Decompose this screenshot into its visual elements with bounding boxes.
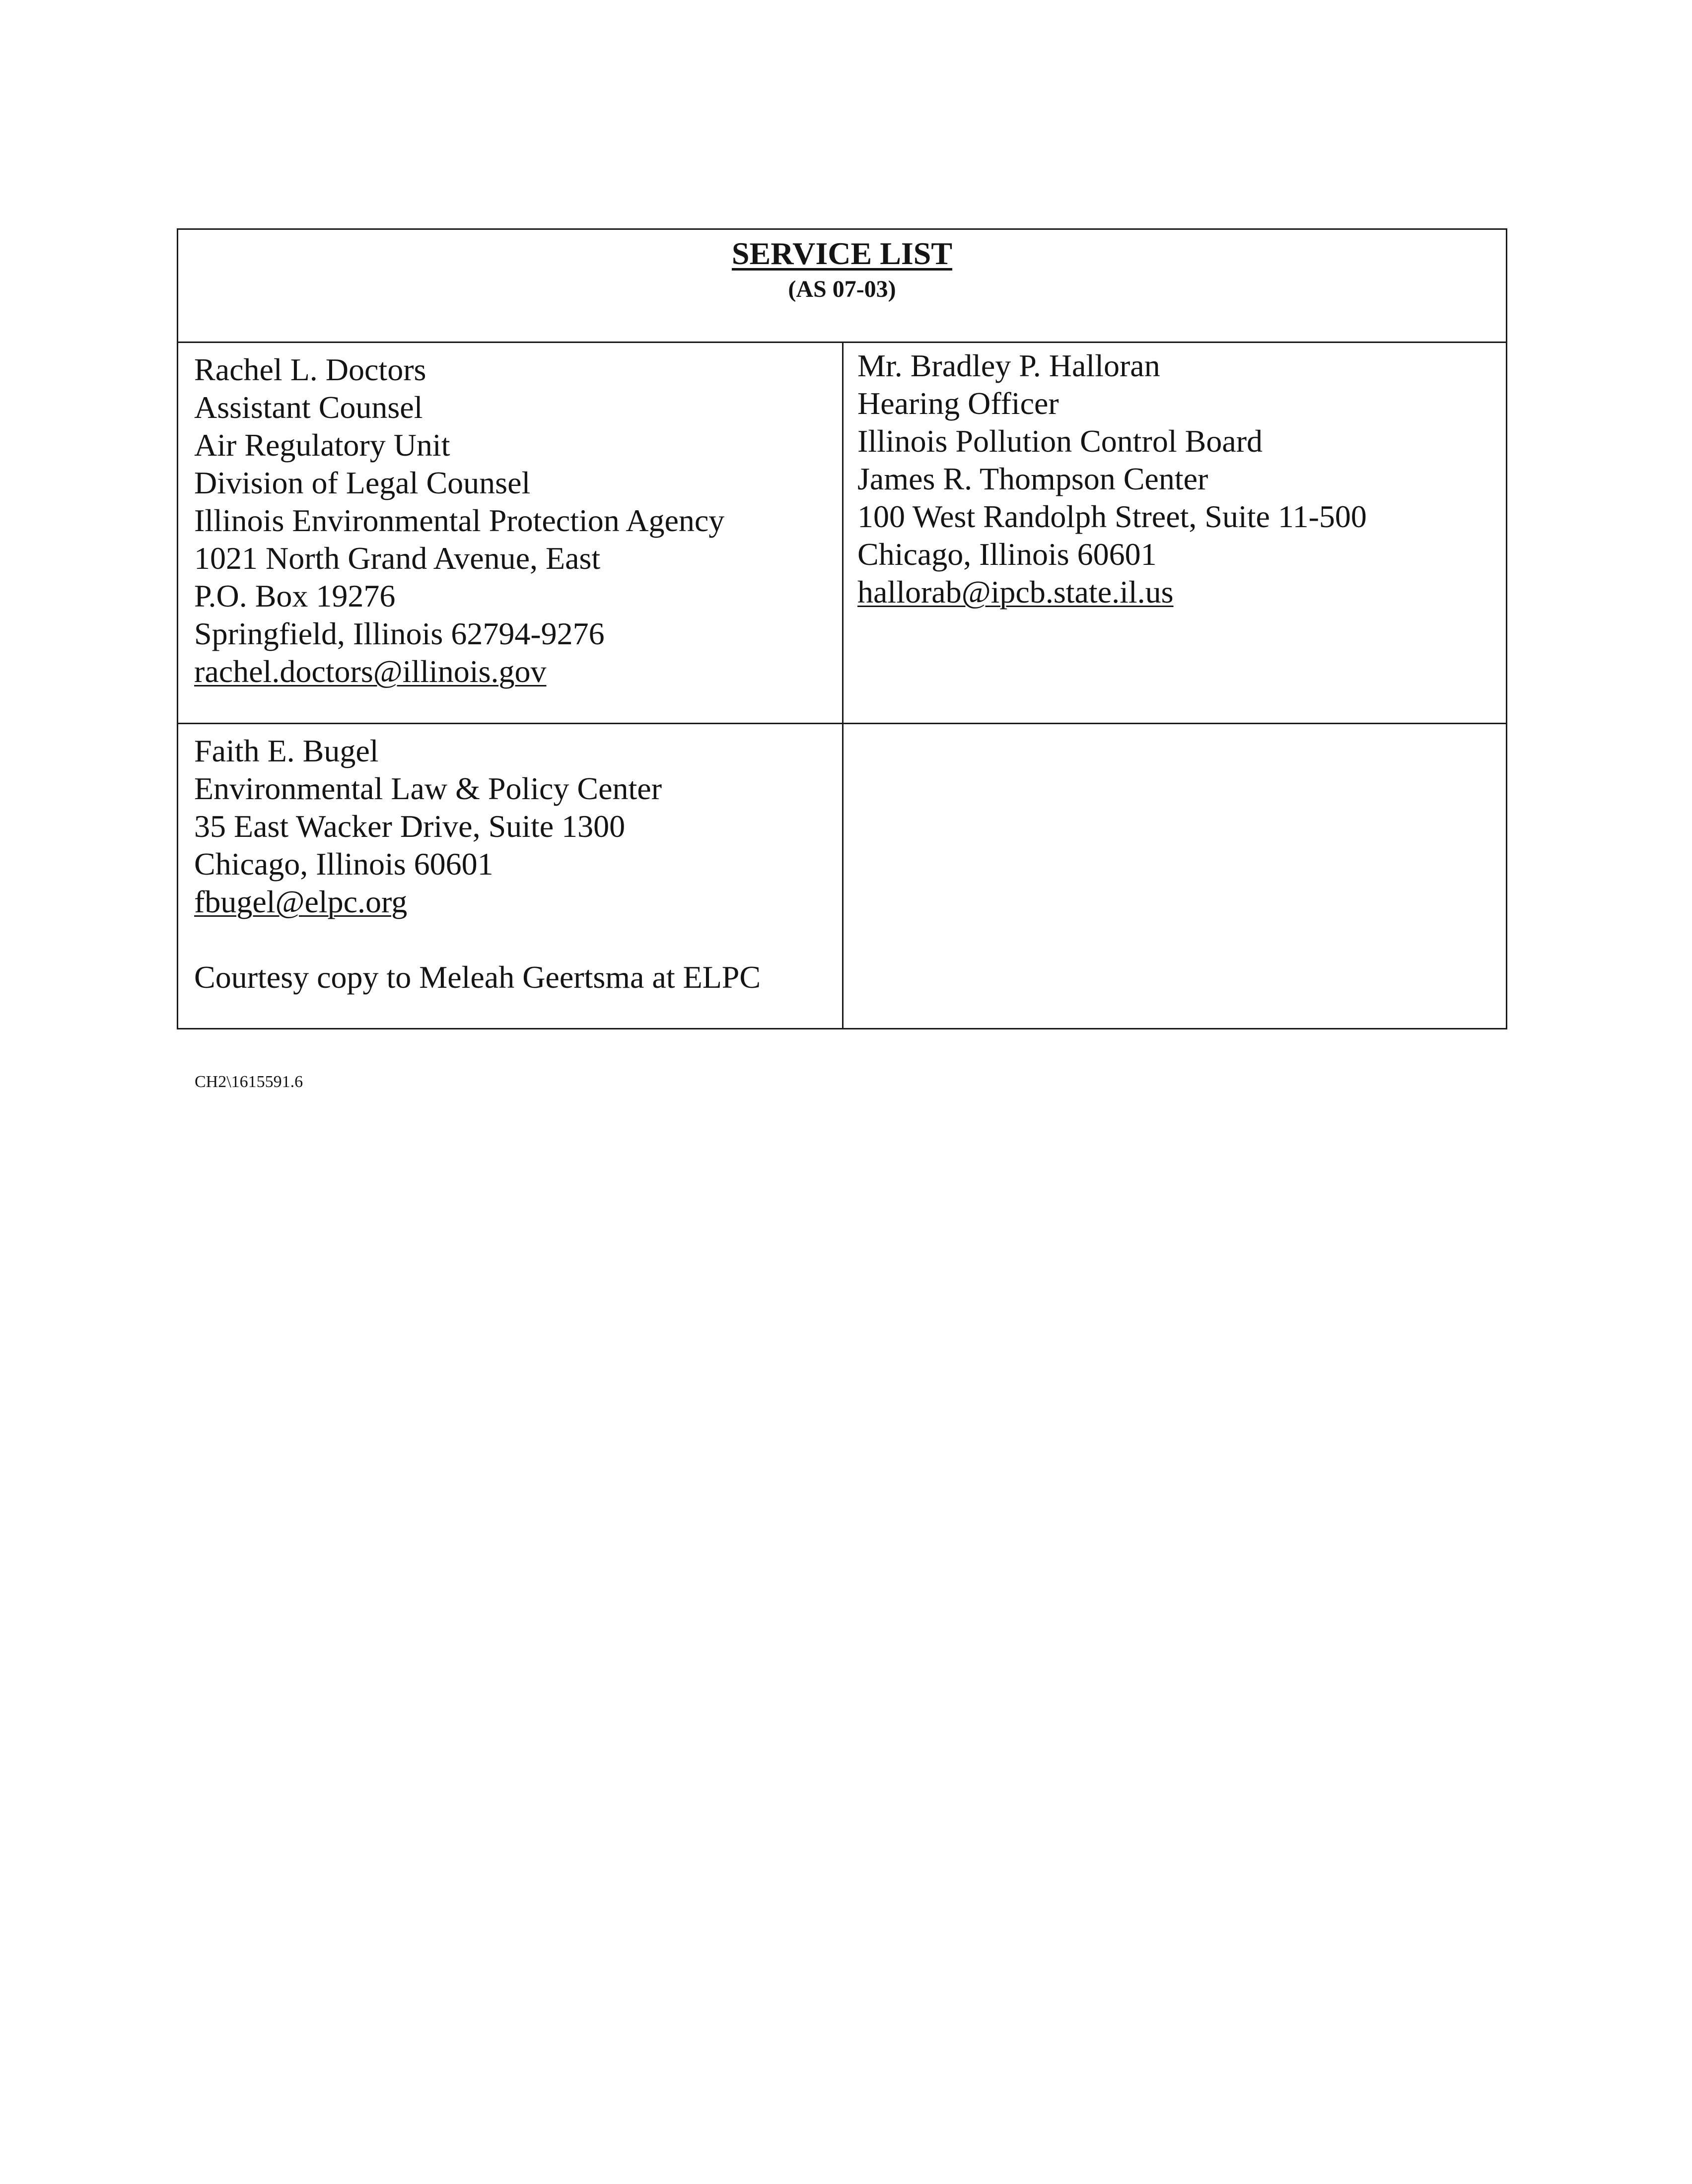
contact-bradley-halloran	[844, 343, 1506, 723]
contact-faith-bugel	[178, 724, 844, 1028]
contact-agency: Illinois Environmental Protection Agency	[194, 503, 725, 538]
contact-rachel-doctors	[178, 343, 844, 723]
contact-city: Chicago, Illinois 60601	[194, 846, 494, 882]
contact-city: Chicago, Illinois 60601	[857, 537, 1157, 572]
empty-cell	[844, 724, 1506, 1028]
contact-title: Hearing Officer	[857, 386, 1059, 421]
contact-street: 35 East Wacker Drive, Suite 1300	[194, 809, 626, 844]
contact-agency: Illinois Pollution Control Board	[857, 423, 1263, 459]
contact-division: Division of Legal Counsel	[194, 465, 531, 500]
contact-name: Rachel L. Doctors	[194, 352, 426, 387]
contact-name: Faith E. Bugel	[194, 733, 379, 768]
contact-building: James R. Thompson Center	[857, 461, 1208, 496]
contact-street: 1021 North Grand Avenue, East	[194, 541, 601, 576]
service-list-header	[178, 230, 1506, 343]
contact-email-link[interactable]: hallorab@ipcb.state.il.us	[857, 574, 1174, 610]
contact-title: Assistant Counsel	[194, 390, 423, 425]
table-row	[178, 343, 1506, 724]
service-list-table	[177, 228, 1507, 1029]
contact-street: 100 West Randolph Street, Suite 11-500	[857, 499, 1367, 534]
courtesy-copy-note: Courtesy copy to Meleah Geertsma at ELPC	[194, 959, 761, 995]
spacer	[194, 921, 842, 958]
contact-email-link[interactable]: fbugel@elpc.org	[194, 884, 408, 919]
document-id: CH2\1615591.6	[195, 1073, 303, 1091]
table-row	[178, 724, 1506, 1028]
contact-city: Springfield, Illinois 62794-9276	[194, 616, 605, 651]
contact-name: Mr. Bradley P. Halloran	[857, 348, 1160, 383]
case-number: (AS 07-03)	[788, 276, 896, 302]
contact-organization: Environmental Law & Policy Center	[194, 771, 662, 806]
contact-po-box: P.O. Box 19276	[194, 578, 396, 614]
page-title: SERVICE LIST	[731, 236, 953, 271]
contact-email-link[interactable]: rachel.doctors@illinois.gov	[194, 654, 547, 689]
contact-unit: Air Regulatory Unit	[194, 427, 450, 463]
